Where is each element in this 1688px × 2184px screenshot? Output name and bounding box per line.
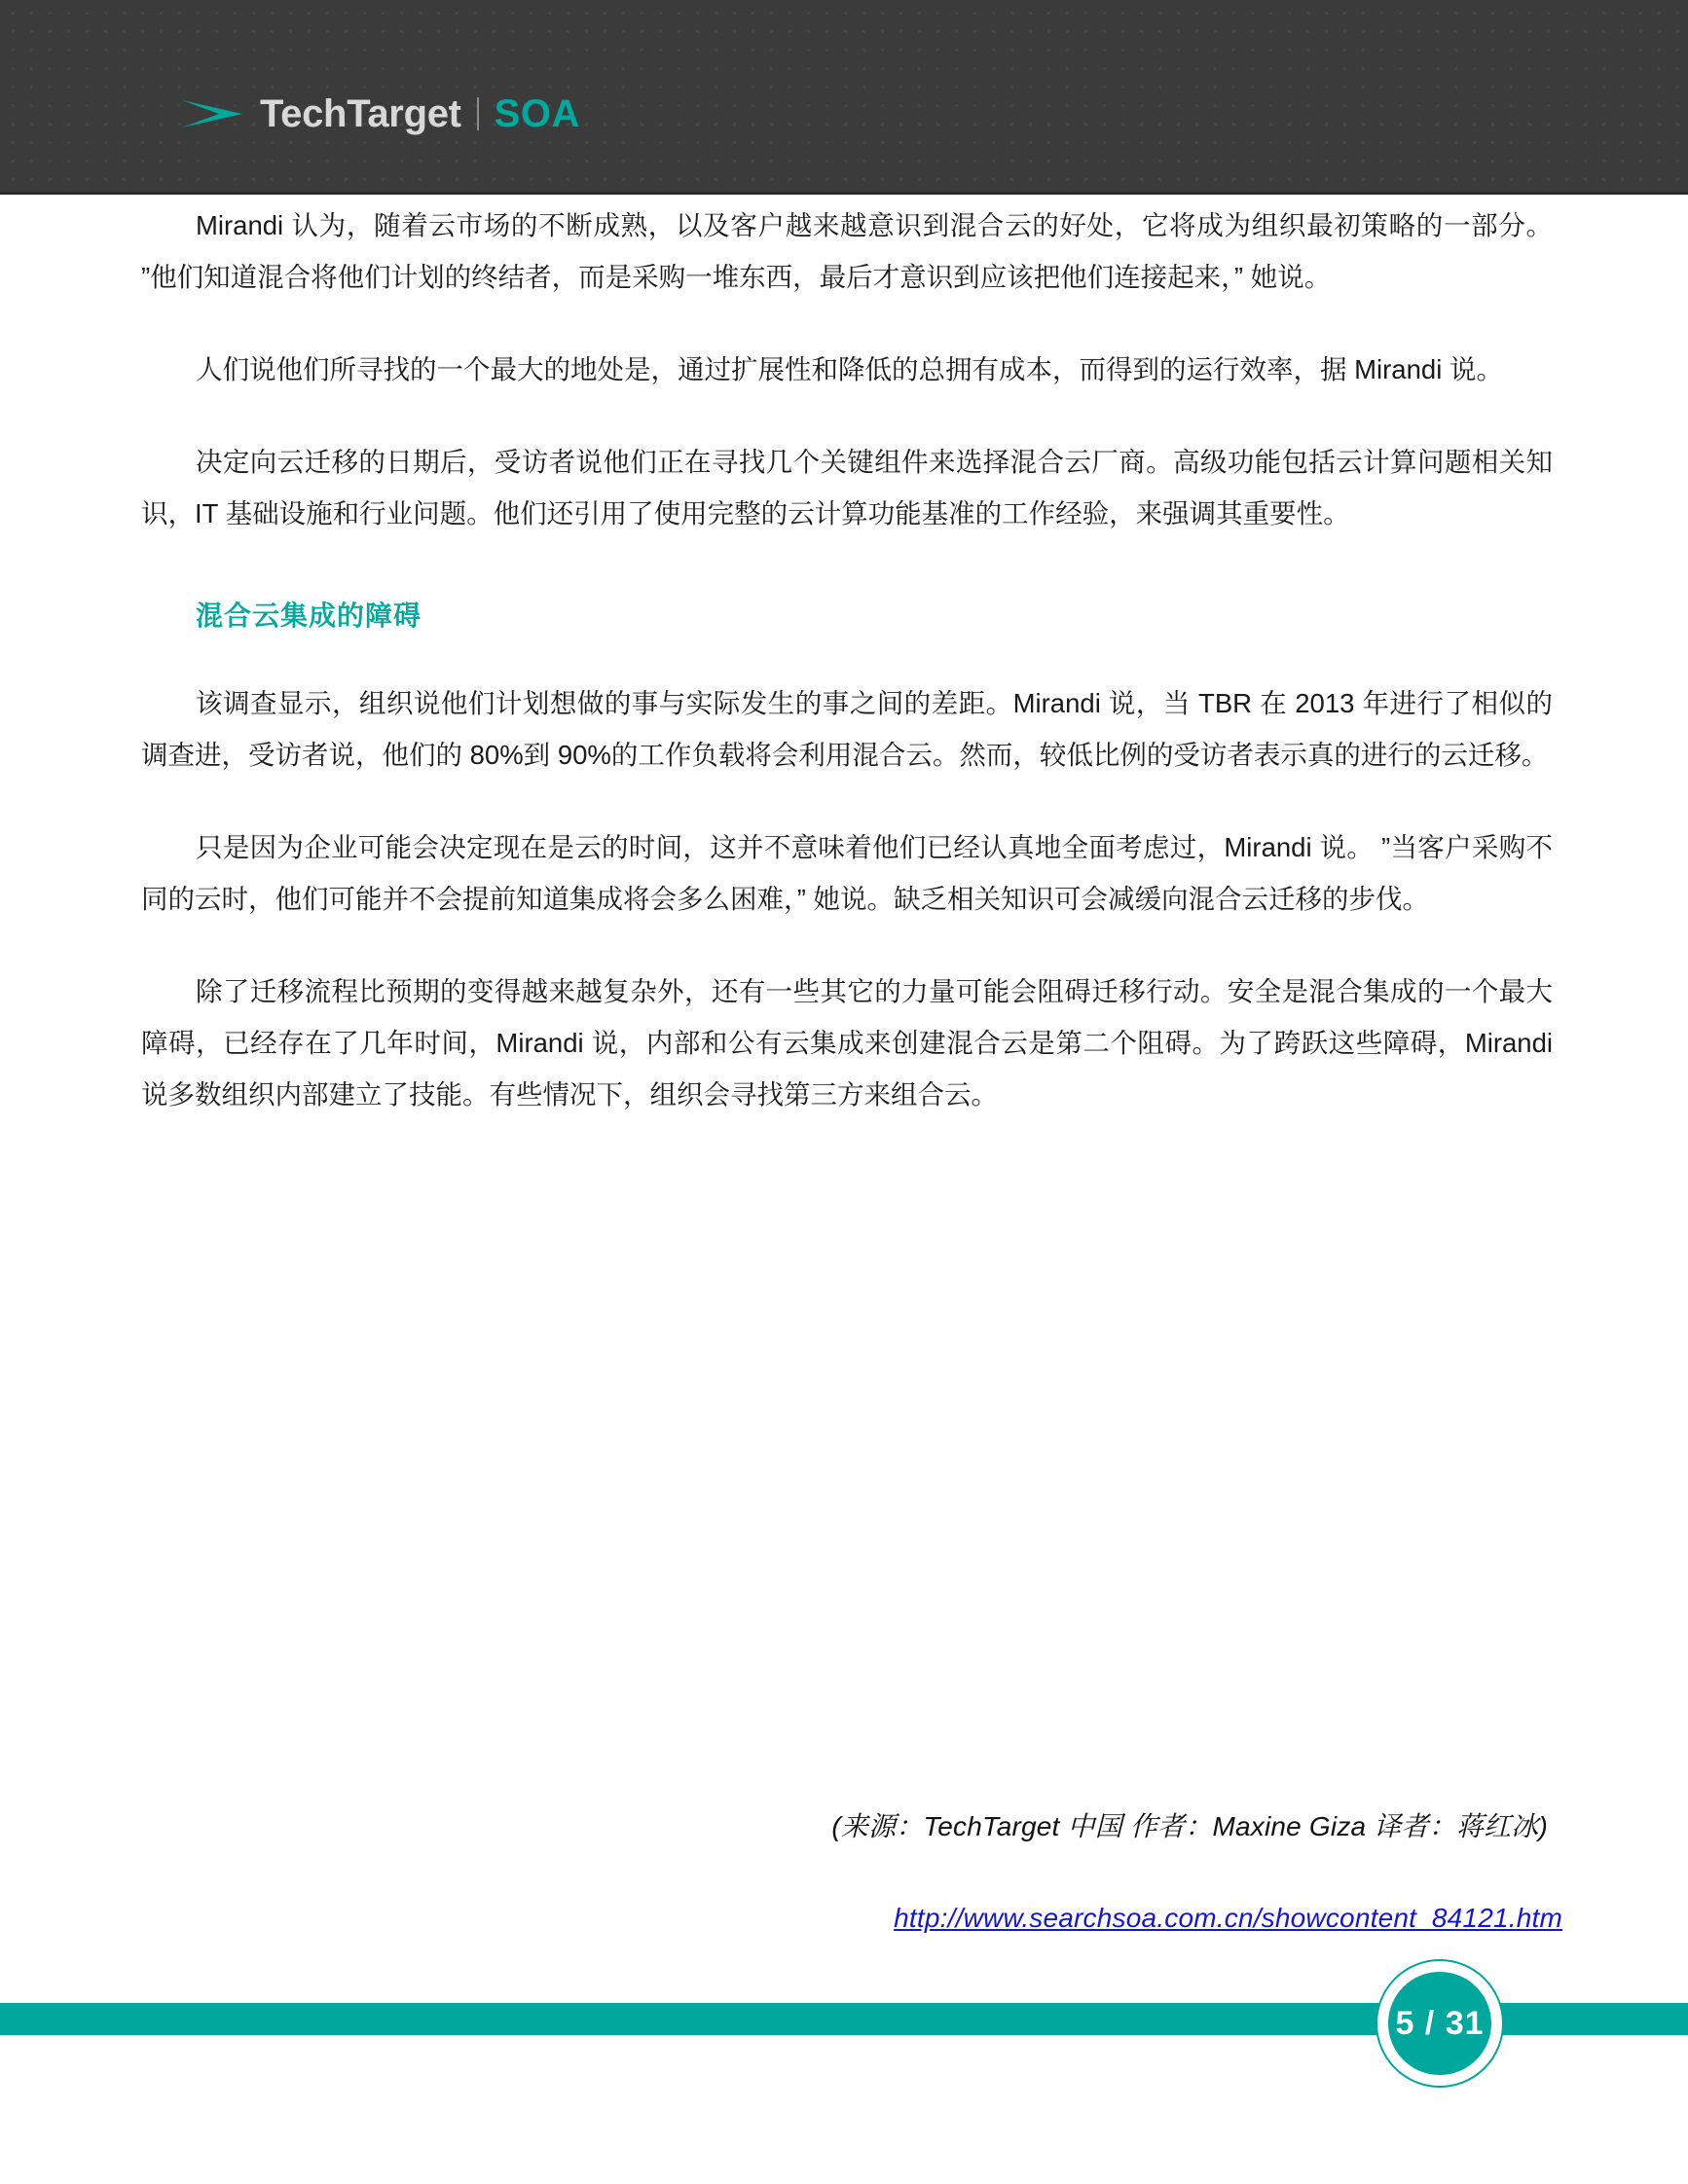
page-number-label: 5 / 31 [1395, 2004, 1485, 2042]
section-heading: 混合云集成的障碍 [196, 601, 422, 631]
paragraph: 人们说他们所寻找的一个最大的地处是，通过扩展性和降低的总拥有成本，而得到的运行效率，据 Mirandi 说。 [196, 354, 1503, 384]
logo-divider [477, 97, 479, 130]
paragraph: 除了迁移流程比预期的变得越来越复杂外，还有一些其它的力量可能会阻碍迁移行动。安全是混合集成的一个最大障碍，已经存在了几年时间，Mirandi 说，内部和公有云集成来创建混合云是第二个阻碍。为了跨跃这些障碍，Mirandi 说多数组织内部建立了技能。有些情况下，组织会寻找第三方来组合云。 [141, 976, 1553, 1110]
paragraph: 该调查显示，组织说他们计划想做的事与实际发生的事之间的差距。Mirandi 说，当 TBR 在 2013 年进行了相似的调查进，受访者说，他们的 80%到 90%的工作负载将会利用混合云。然而，较低比例的受访者表示真的进行的云迁移。 [141, 688, 1553, 770]
document-body [141, 200, 1553, 1161]
techtarget-soa-logo [180, 86, 580, 142]
chevron-right-arrow-icon [180, 94, 244, 133]
page-header [0, 0, 1688, 195]
brand-name: TechTarget [260, 92, 461, 135]
paragraph: Mirandi 认为，随着云市场的不断成熟，以及客户越来越意识到混合云的好处，它将成为组织最初策略的一部分。 ”他们知道混合将他们计划的终结者，而是采购一堆东西，最后才意识到应该把他们连接起来，” 她说。 [141, 210, 1553, 292]
source-credit: (来源：TechTarget 中国 作者：Maxine Giza 译者：蒋红冰) [831, 1811, 1548, 1841]
source-url-link[interactable]: http://www.searchsoa.com.cn/showcontent_84121.htm [894, 1903, 1562, 1933]
product-name: SOA [494, 92, 580, 135]
page-number-badge [1376, 1959, 1504, 2088]
paragraph: 只是因为企业可能会决定现在是云的时间，这并不意味着他们已经认真地全面考虑过，Mirandi 说。 ”当客户采购不同的云时，他们可能并不会提前知道集成将会多么困难，” 她说。缺乏相关知识可会减缓向混合云迁移的步伐。 [141, 832, 1553, 914]
paragraph: 决定向云迁移的日期后，受访者说他们正在寻找几个关键组件来选择混合云厂商。高级功能包括云计算问题相关知识，IT 基础设施和行业问题。他们还引用了使用完整的云计算功能基准的工作经验，来强调其重要性。 [141, 447, 1553, 528]
